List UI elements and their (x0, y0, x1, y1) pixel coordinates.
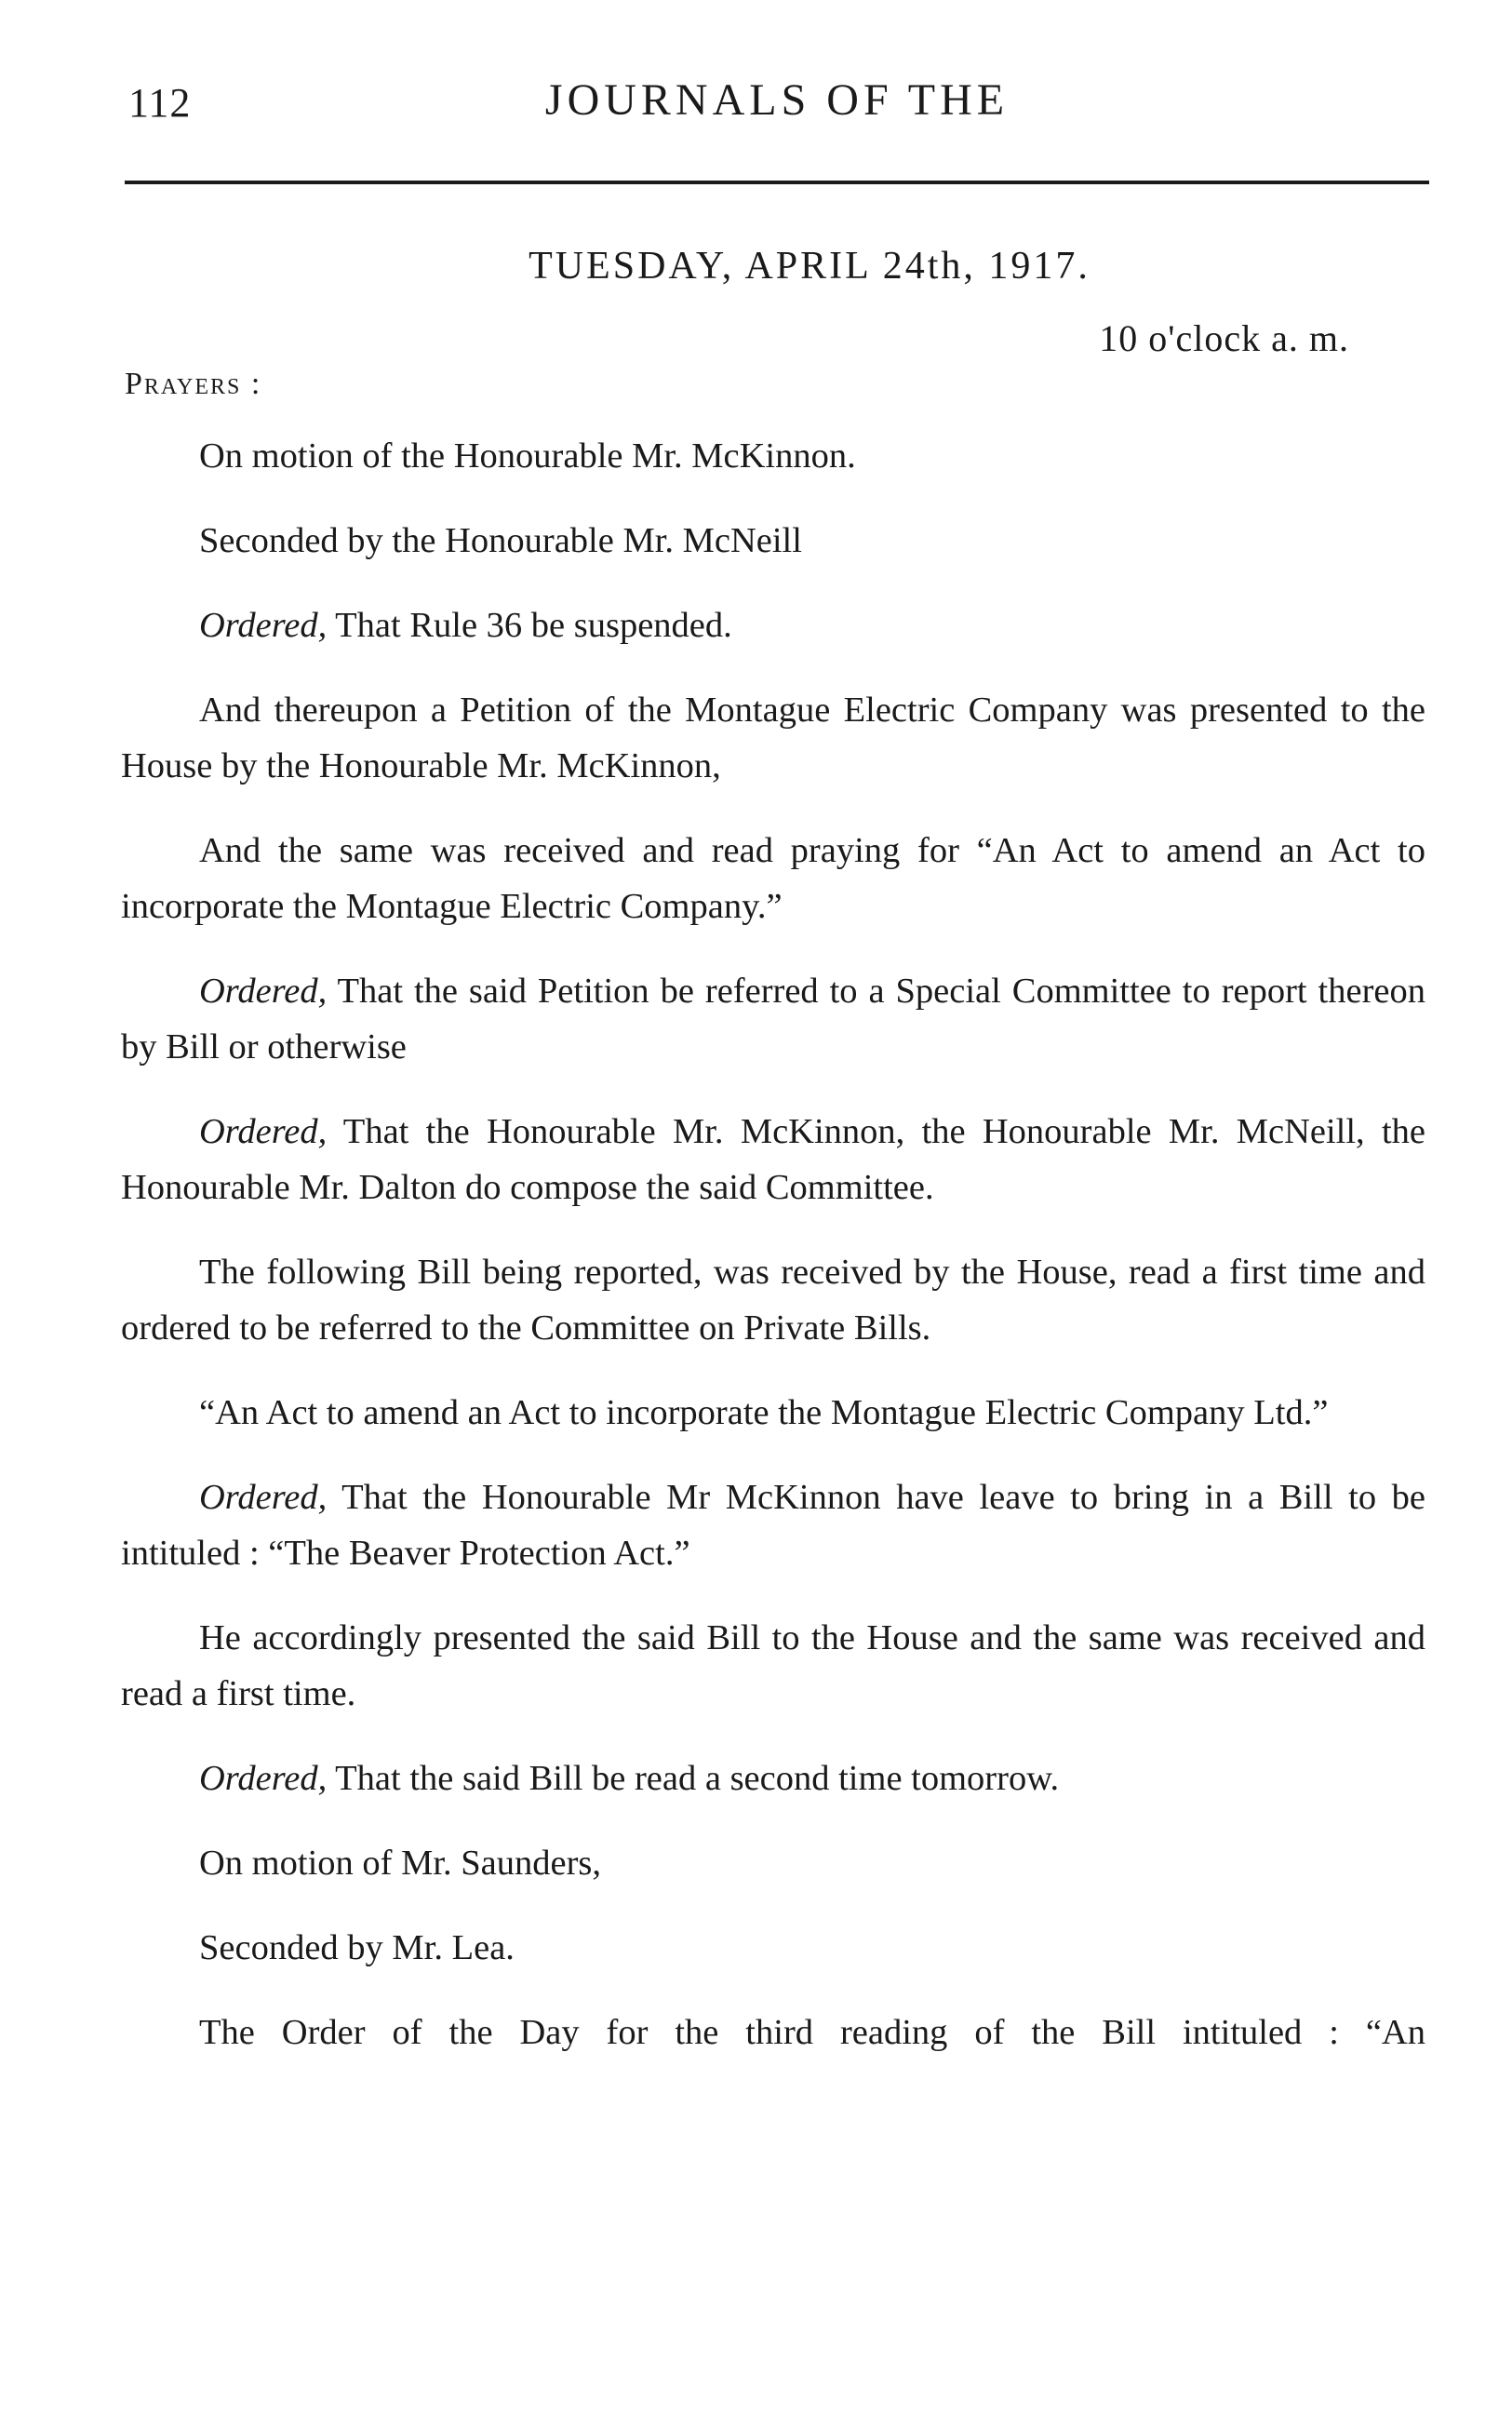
paragraph (121, 682, 1425, 794)
paragraph (121, 963, 1425, 1075)
paragraph (121, 1835, 1425, 1891)
journal-body (121, 428, 1425, 2089)
paragraph (121, 1385, 1425, 1441)
paragraph (121, 1104, 1425, 1215)
paragraph (121, 1469, 1425, 1581)
paragraph-text: On motion of the Honourable Mr. McKinnon. (199, 436, 856, 476)
running-head: JOURNALS OF THE (544, 75, 1010, 125)
header-rule (125, 181, 1429, 184)
paragraph-text: And thereupon a Petition of the Montague Electric Company was presented to the House by the Honourable Mr. McKinnon, (121, 691, 1425, 785)
paragraph-text: He accordingly presented the said Bill to the House and the same was received and read a first time. (121, 1618, 1425, 1713)
paragraph-text: That the Honourable Mr McKinnon have leave to bring in a Bill to be intituled : “The Beaver Protection Act.” (121, 1478, 1425, 1573)
paragraph-text: Seconded by the Honourable Mr. McNeill (199, 521, 802, 560)
paragraph-text: That Rule 36 be suspended. (327, 606, 732, 645)
paragraph-text: That the Honourable Mr. McKinnon, the Honourable Mr. McNeill, the Honourable Mr. Dalton do compose the said Committee. (121, 1112, 1425, 1207)
paragraph (121, 513, 1425, 569)
paragraph (121, 428, 1425, 484)
paragraph (121, 1610, 1425, 1722)
paragraph-text: “An Act to amend an Act to incorporate the Montague Electric Company Ltd.” (199, 1393, 1329, 1432)
paragraph-text: That the said Bill be read a second time tomorrow. (327, 1759, 1060, 1798)
paragraph-text: That the said Petition be referred to a Special Committee to report thereon by Bill or otherwise (121, 972, 1425, 1066)
sitting-time: 10 o'clock a. m. (1099, 317, 1349, 359)
paragraph (121, 823, 1425, 934)
paragraph (121, 2005, 1425, 2060)
paragraph (121, 597, 1425, 653)
paragraph (121, 1751, 1425, 1806)
paragraph (121, 1920, 1425, 1976)
ordered-lead: Ordered, (199, 1478, 328, 1517)
paragraph-text: On motion of Mr. Saunders, (199, 1844, 602, 1883)
ordered-lead: Ordered, (199, 606, 328, 645)
ordered-lead: Ordered, (199, 972, 328, 1011)
page-header (121, 74, 1433, 140)
page-number: 112 (128, 80, 192, 126)
prayers-heading: Prayers : (125, 367, 262, 401)
ordered-lead: Ordered, (199, 1112, 328, 1151)
ordered-lead: Ordered, (199, 1759, 328, 1798)
paragraph-text: The Order of the Day for the third reading of the Bill intituled : “An (199, 2013, 1425, 2052)
dateline: TUESDAY, APRIL 24th, 1917. (529, 245, 1091, 288)
paragraph-text: The following Bill being reported, was received by the House, read a first time and ordered to be referred to the Committee on Private Bills. (121, 1253, 1425, 1348)
paragraph-text: Seconded by Mr. Lea. (199, 1928, 515, 1967)
paragraph-text: And the same was received and read praying for “An Act to amend an Act to incorporate the Montague Electric Company.” (121, 831, 1425, 926)
paragraph (121, 1244, 1425, 1356)
